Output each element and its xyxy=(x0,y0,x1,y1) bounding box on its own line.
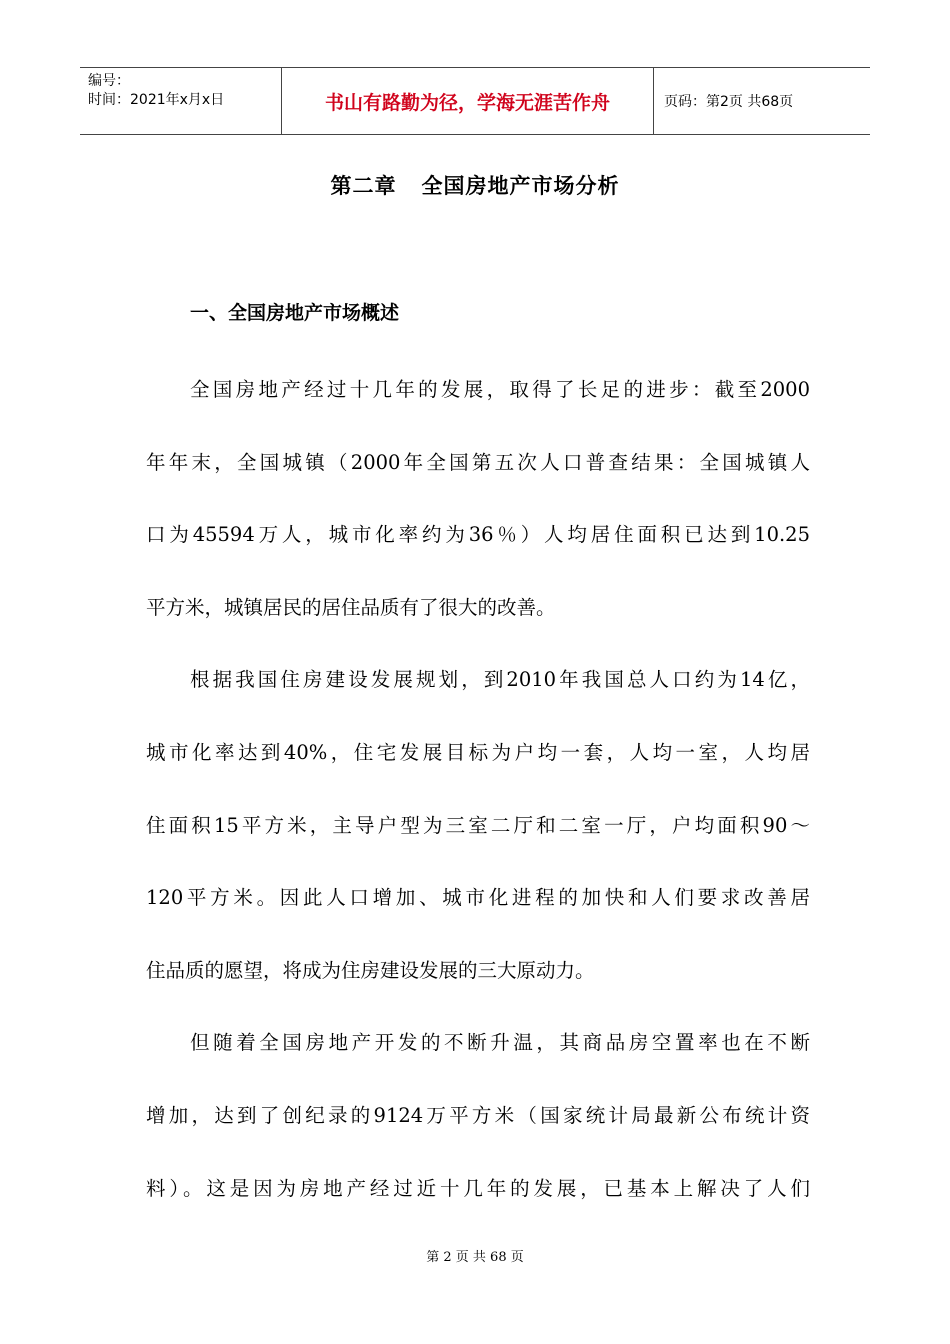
header-motto: 书山有路勤为径，学海无涯苦作舟 xyxy=(282,68,654,134)
text-line: 住品质的愿望，将成为住房建设发展的三大原动力。 xyxy=(146,958,595,982)
text-line: 料）。这是因为房地产经过近十几年的发展，已基本上解决了人们 xyxy=(146,1176,810,1200)
number-label: 编号： xyxy=(88,73,130,89)
text-line: 根据我国住房建设发展规划，到2010年我国总人口约为14亿， xyxy=(190,668,810,692)
text-line: 年年末，全国城镇（2000年全国第五次人口普查结果：全国城镇人 xyxy=(146,450,810,474)
text-line: 但随着全国房地产开发的不断升温，其商品房空置率也在不断 xyxy=(190,1031,810,1055)
header-page-info: 页码：第2页 共68页 xyxy=(664,94,794,110)
text-line: 120平方米。因此人口增加、城市化进程的加快和人们要求改善居 xyxy=(146,886,810,910)
chapter-title: 第二章 全国房地产市场分析 xyxy=(330,174,620,198)
page-footer: 第 2 页 共 68 页 xyxy=(426,1250,524,1265)
text-line: 增加，达到了创纪录的9124万平方米（国家统计局最新公布统计资 xyxy=(146,1103,810,1127)
body-text xyxy=(146,354,810,1225)
time-label: 时间：2021年x月x日 xyxy=(88,92,225,108)
section-title: 一、全国房地产市场概述 xyxy=(190,302,400,324)
text-line: 平方米，城镇居民的居住品质有了很大的改善。 xyxy=(146,595,556,619)
page-header xyxy=(80,67,870,135)
header-meta xyxy=(80,68,282,134)
text-line: 口为45594万人，城市化率约为36％）人均居住面积已达到10.25 xyxy=(146,523,810,547)
text-line: 城市化率达到40%，住宅发展目标为户均一套，人均一室，人均居 xyxy=(146,740,810,764)
text-line: 全国房地产经过十几年的发展，取得了长足的进步：截至2000 xyxy=(190,378,810,401)
text-line: 住面积15平方米，主导户型为三室二厅和二室一厅，户均面积90～ xyxy=(146,813,810,837)
